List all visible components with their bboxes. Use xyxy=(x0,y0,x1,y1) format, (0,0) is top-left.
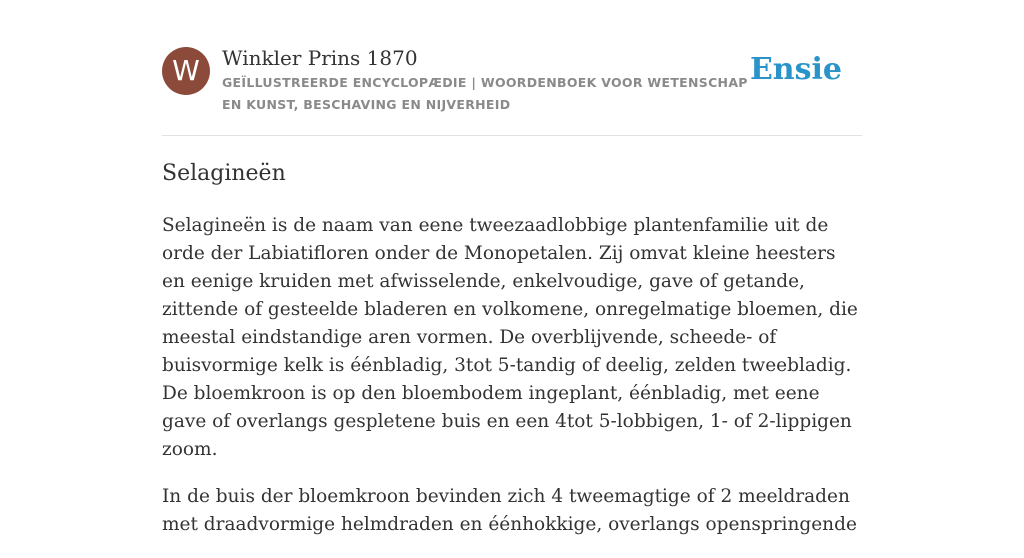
source-title[interactable]: Winkler Prins 1870 xyxy=(222,46,418,70)
entry-paragraph-2: In de buis der bloemkroon bevinden zich 4 tweemagtige of 2 meeldraden met draadvormige helmdraden en éénhokkige, overlangs openspringende xyxy=(162,486,857,535)
entry-body xyxy=(162,212,862,558)
source-header xyxy=(162,44,862,118)
ensie-logo[interactable]: Ensie xyxy=(749,52,842,87)
source-subtitle: GEÏLLUSTREERDE ENCYCLOPÆDIE | WOORDENBOEK VOOR WETENSCHAP EN KUNST, BESCHAVING EN NIJVERHEID xyxy=(222,75,748,112)
entry-paragraph-1: Selagineën is de naam van eene tweezaadlobbige plantenfamilie uit de orde der Labiatifloren onder de Monopetalen. Zij omvat kleine heesters en eenige kruiden met afwisselende, enkelvoudige, gave of getande, zittende of gesteelde bladeren en volkomene, onregelmatige bloemen, die meestal eindstandige aren vormen. De overblijvende, scheede- of buisvormige kelk is éénbladig, 3tot 5-tandig of deelig, zelden tweebladig. De bloemkroon is op den bloembodem ingeplant, éénbladig, met eene gave of overlangs gespletene buis en een 4tot 5-lobbigen, 1- of 2-lippigen zoom. xyxy=(162,215,858,460)
header-divider xyxy=(162,135,862,136)
entry-title: Selagineën xyxy=(162,161,286,186)
source-avatar[interactable]: W xyxy=(162,47,210,95)
